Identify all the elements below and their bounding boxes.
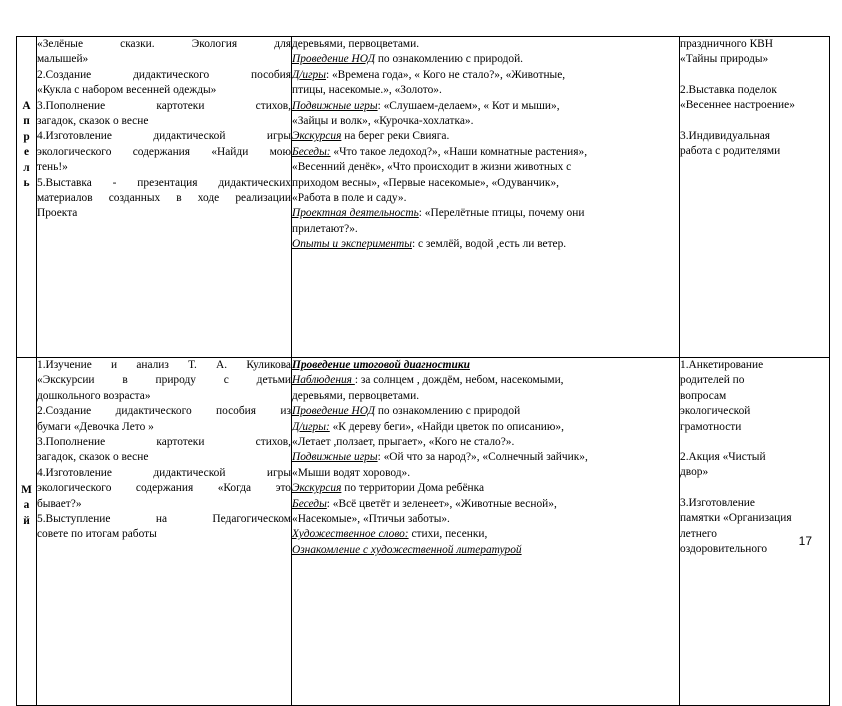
activity-line — [292, 191, 679, 206]
activity-line — [292, 481, 679, 496]
task-line: «Экскурсии в природу с детьми — [37, 374, 291, 387]
activity-label: Художественное слово: — [292, 528, 409, 541]
teacher-tasks-may — [37, 358, 292, 706]
parents-line: праздничного КВН — [680, 38, 773, 50]
task-line: 5.Выступление на Педагогическом — [37, 513, 291, 526]
task-line: загадок, сказок о весне — [37, 451, 149, 464]
activity-line — [292, 222, 679, 237]
activity-text: «Работа в поле и саду». — [292, 192, 407, 205]
parents-line: 3.Изготовление — [680, 496, 755, 509]
month-letter: л — [23, 161, 30, 174]
activity-text: прилетают?». — [292, 222, 358, 235]
paragraph-gap — [680, 114, 829, 129]
teacher-tasks-april — [37, 37, 292, 358]
activity-text: : «Всё цветёт и зеленеет», «Животные весной», — [326, 497, 557, 510]
activity-text: «Летает ,ползает, прыгает», «Кого не стало?». — [292, 436, 515, 449]
activity-line — [292, 206, 679, 221]
activity-text: на берег реки Свияга. — [341, 130, 450, 143]
activity-label: Экскурсия — [292, 482, 342, 495]
task-line: материалов созданных в ходе реализации — [37, 192, 291, 205]
activity-line — [292, 512, 679, 527]
task-line: дошкольного возраста» — [37, 389, 151, 402]
activity-label: Подвижные игры — [292, 99, 378, 112]
activity-line — [292, 99, 679, 114]
task-line: совете по итогам работы — [37, 528, 157, 541]
task-line: загадок, сказок о весне — [37, 115, 149, 128]
activity-text: : «Ой что за народ?», «Солнечный зайчик», — [377, 451, 588, 464]
activity-line — [292, 450, 679, 465]
activity-text: по ознакомлению с природой. — [374, 53, 524, 66]
activity-line — [292, 497, 679, 512]
month-letter: р — [23, 130, 30, 143]
task-line: «Зелёные сказки. Экология для — [37, 38, 291, 50]
activity-line — [292, 543, 679, 558]
table-row-may — [17, 358, 830, 706]
activity-text: по ознакомлению с природой — [374, 405, 521, 418]
task-line: экологического содержания «Найди мою — [37, 145, 291, 158]
paragraph-gap — [680, 435, 829, 450]
activity-line — [292, 404, 679, 419]
task-line: Проекта — [37, 207, 78, 220]
activity-label: Беседы — [292, 497, 327, 510]
activity-line — [292, 68, 679, 83]
activity-text: приходом весны», «Первые насекомые», «Одуванчик», — [292, 176, 559, 189]
task-line: 4.Изготовление дидактической игры — [37, 466, 291, 479]
activity-text: «К дереву беги», «Найди цветок по описанию», — [329, 420, 564, 433]
activity-label: Проведение НОД — [292, 53, 375, 66]
parents-line: оздоровительного — [680, 543, 768, 556]
parents-line: вопросам — [680, 389, 727, 402]
activity-line — [292, 420, 679, 435]
task-line: 3.Пополнение картотеки стихов, — [37, 436, 291, 449]
task-line: 5.Выставка - презентация дидактических — [37, 176, 291, 189]
parents-line: «Весеннее настроение» — [680, 99, 795, 112]
month-letter: М — [21, 484, 32, 496]
activity-label: Подвижные игры — [292, 451, 378, 464]
paragraph-gap — [680, 481, 829, 496]
parents-line: двор» — [680, 466, 709, 479]
month-cell-may — [17, 358, 37, 706]
activity-text: «Весенний денёк», «Что происходит в жизни животных с — [292, 161, 572, 174]
activity-label: Проведение итоговой диагностики — [292, 359, 470, 371]
activity-line — [292, 389, 679, 404]
parents-line: работа с родителями — [680, 145, 781, 158]
parents-line: 2.Акция «Чистый — [680, 451, 766, 464]
parents-line: 3.Индивидуальная — [680, 129, 770, 142]
parents-line: грамотности — [680, 420, 742, 433]
activity-line — [292, 83, 679, 98]
activity-label: Наблюдения — [292, 374, 355, 387]
activity-text: «Насекомые», «Птичьи заботы». — [292, 513, 450, 526]
parents-line: 1.Анкетирование — [680, 359, 764, 371]
activity-label: Проектная деятельность — [292, 207, 419, 220]
month-letter: А — [22, 100, 31, 112]
task-line: 2.Создание дидактического пособия — [37, 68, 291, 81]
task-line: малышей» — [37, 53, 89, 66]
activity-text: по территории Дома ребёнка — [341, 482, 485, 495]
paragraph-gap — [680, 68, 829, 83]
task-line: 3.Пополнение картотеки стихов, — [37, 99, 291, 112]
task-line: 2.Создание дидактического пособия из — [37, 405, 291, 418]
month-letter: ь — [23, 177, 30, 190]
task-line: бумаги «Девочка Лето » — [37, 420, 154, 433]
activity-line — [292, 129, 679, 144]
project-plan-table — [16, 36, 830, 706]
table-row-april — [17, 37, 830, 358]
task-line: экологического содержания «Когда это — [37, 482, 291, 495]
parents-line: летнего — [680, 527, 717, 540]
activity-text: «Мыши водят хоровод». — [292, 466, 411, 479]
activity-line — [292, 527, 679, 542]
month-cell-april — [17, 37, 37, 358]
activity-text: : за солнцем , дождём, небом, насекомыми, — [354, 374, 564, 387]
activity-line — [292, 114, 679, 129]
activity-label: Опыты и эксперименты — [292, 238, 412, 251]
activity-line — [292, 358, 679, 373]
activity-label: Беседы: — [292, 145, 331, 158]
activity-label: Экскурсия — [292, 130, 342, 143]
activity-line — [292, 373, 679, 388]
activity-line — [292, 176, 679, 191]
children-activities-april — [292, 37, 680, 358]
activity-line — [292, 145, 679, 160]
activity-label: Ознакомление с художественной литературой — [292, 543, 522, 556]
parents-line: 2.Выставка поделок — [680, 83, 777, 96]
task-line: тень!» — [37, 161, 68, 174]
parents-line: памятки «Организация — [680, 512, 792, 525]
activity-text: «Зайцы и волк», «Курочка-хохлатка». — [292, 115, 474, 128]
month-letter: п — [23, 115, 30, 128]
month-letter: й — [23, 514, 30, 527]
activity-text: птицы, насекомые.», «Золото». — [292, 84, 442, 97]
parents-line: родителей по — [680, 374, 745, 387]
activity-text: : «Времена года», « Кого не стало?», «Животные, — [325, 68, 566, 81]
activity-text: : «Перелётные птицы, почему они — [418, 207, 585, 220]
activity-line — [292, 52, 679, 67]
parents-work-may — [680, 358, 830, 706]
parents-line: экологической — [680, 405, 751, 418]
activity-text: деревьями, первоцветами. — [292, 389, 420, 402]
activity-text: стихи, песенки, — [408, 528, 488, 541]
activity-line — [292, 435, 679, 450]
month-letter: е — [23, 146, 30, 159]
activity-line — [292, 466, 679, 481]
task-line: 4.Изготовление дидактической игры — [37, 130, 291, 143]
activity-text: «Что такое ледоход?», «Наши комнатные растения», — [330, 145, 588, 158]
activity-text: деревьями, первоцветами. — [292, 38, 420, 50]
month-letter: а — [23, 499, 30, 512]
activity-label: Д/игры — [292, 68, 326, 81]
activity-label: Проведение НОД — [292, 405, 375, 418]
activity-line — [292, 237, 679, 252]
page-number: 17 — [798, 534, 812, 548]
parents-line: «Тайны природы» — [680, 53, 769, 66]
activity-label: Д/игры: — [292, 420, 330, 433]
activity-line — [292, 37, 679, 52]
task-line: бывает?» — [37, 497, 82, 510]
activity-text: : с землёй, водой ,есть ли ветер. — [412, 238, 567, 251]
task-line: 1.Изучение и анализ Т. А. Куликова — [37, 359, 291, 371]
children-activities-may — [292, 358, 680, 706]
activity-text: : «Слушаем-делаем», « Кот и мыши», — [377, 99, 560, 112]
activity-line — [292, 160, 679, 175]
parents-work-april — [680, 37, 830, 358]
task-line: «Кукла с набором весенней одежды» — [37, 84, 217, 97]
